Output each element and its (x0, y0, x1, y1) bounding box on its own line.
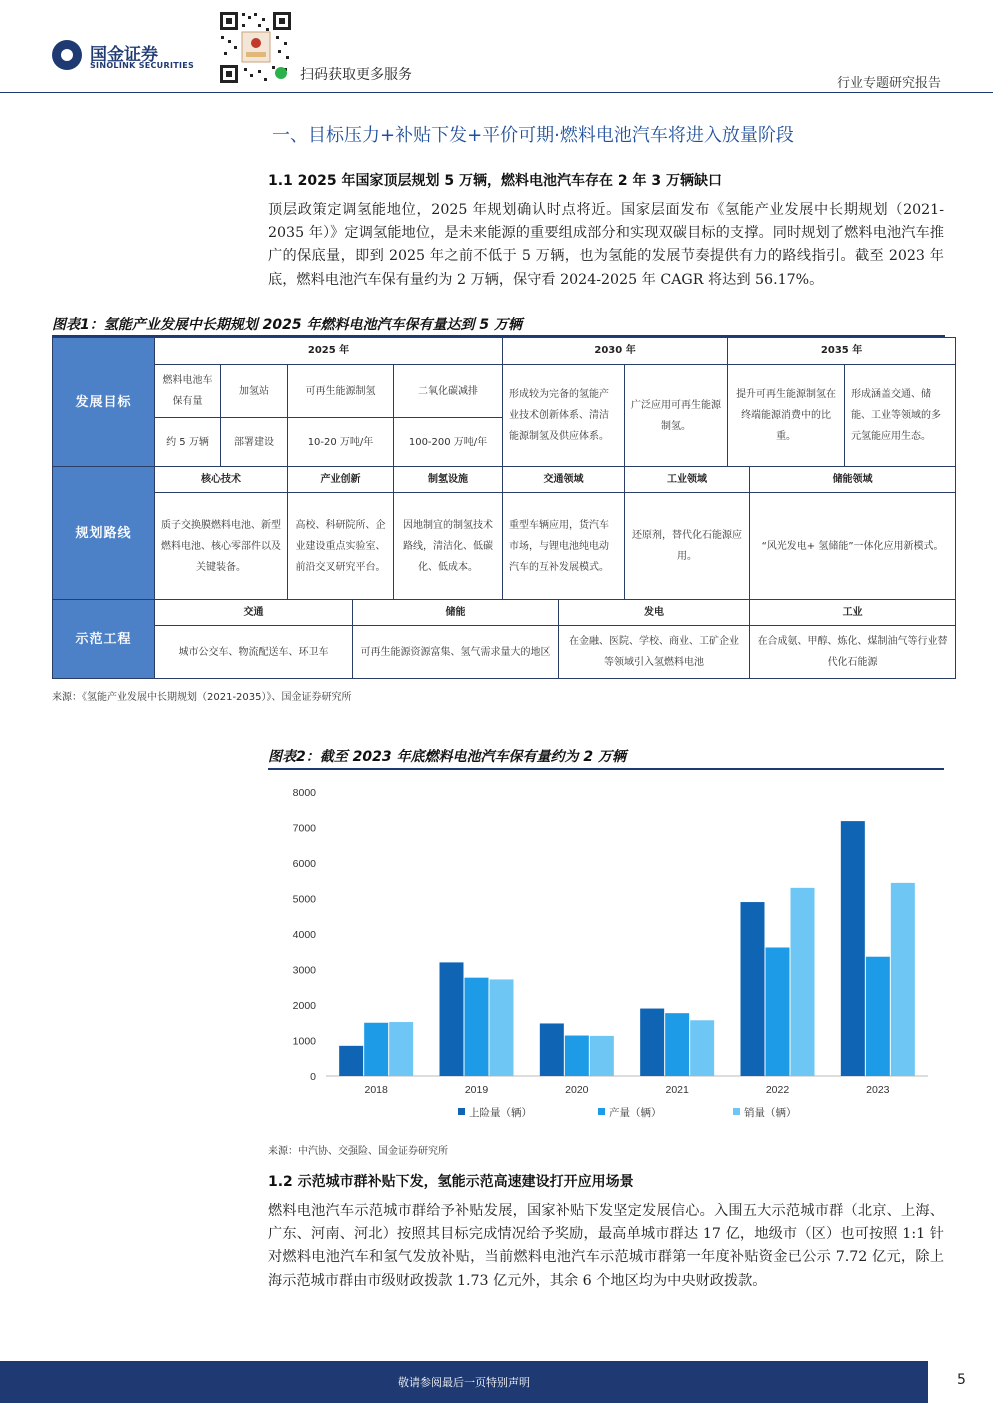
brand-name: 国金证券 (90, 45, 158, 65)
bar-2023-series-3 (891, 883, 915, 1076)
brand-logo-icon (52, 40, 82, 70)
year-2030: 2030 年 (503, 338, 728, 365)
row-head-goals: 发展目标 (53, 338, 155, 467)
paragraph-2: 燃料电池汽车示范城市群给予补贴发展，国家补贴下发坚定发展信心。入围五大示范城市群（北京、上海、广东、河南、河北）按照其目标完成情况给予奖励，最高单城市群达 17 亿，地级市（区）也可按照 1:1 针对燃料电池汽车和氢气发放补贴，当前燃料电池汽车示范城市群第一年度补贴资金已公示 7.72 亿元，除上海示范城市群由市级财政拨款 1.73 亿元外，其余 6 个地区均为中央财政拨款。 (268, 1203, 944, 1289)
brand-name-en: SINOLINK SECURITIES (90, 61, 195, 70)
row-head-routes: 规划路线 (53, 467, 155, 600)
y-tick-label: 7000 (292, 822, 316, 835)
row-head-demo: 示范工程 (53, 600, 155, 679)
bar-2018-series-2 (364, 1023, 388, 1076)
demo-storage: 可再生能源资源富集、氢气需求量大的地区 (353, 626, 559, 679)
bar-2018-series-1 (339, 1046, 363, 1076)
bar-2018-series-3 (389, 1022, 413, 1076)
subsection-title-1: 1.1 2025 年国家顶层规划 5 万辆，燃料电池汽车存在 2 年 3 万辆缺口 (268, 173, 722, 189)
bar-2019-series-1 (440, 962, 464, 1076)
y-tick-label: 4000 (292, 929, 316, 941)
goal-2025-station-value: 部署建设 (221, 418, 288, 467)
x-tick-label: 2019 (464, 1084, 489, 1096)
goal-2025-fcv: 燃料电池车保有量 (155, 365, 221, 418)
document-type: 行业专题研究报告 (836, 76, 941, 91)
bar-2020-series-3 (590, 1036, 614, 1076)
route-production: 因地制宜的制氢技术路线，清洁化、低碳化、低成本。 (394, 493, 503, 600)
x-tick-label: 2022 (765, 1084, 790, 1096)
legend-swatch-2 (598, 1108, 605, 1115)
goal-2025-co2-value: 100-200 万吨/年 (394, 418, 503, 467)
goal-2030-system: 形成较为完备的氢能产业技术创新体系、清洁能源制氢及供应体系。 (503, 365, 625, 467)
y-tick-label: 5000 (292, 893, 316, 906)
route-industrial: 还原剂，替代化石能源应用。 (625, 493, 750, 600)
demo-head-power: 发电 (559, 600, 750, 626)
bar-2021-series-3 (690, 1020, 714, 1076)
bar-2019-series-2 (465, 978, 489, 1076)
bar-2021-series-2 (665, 1013, 689, 1076)
route-head-industry: 产业创新 (288, 467, 394, 493)
y-tick-label: 2000 (292, 1000, 316, 1012)
demo-head-storage: 储能 (353, 600, 559, 626)
header-divider (0, 92, 993, 93)
route-head-transport: 交通领域 (503, 467, 625, 493)
goal-2035-ecosystem: 形成涵盖交通、储能、工业等领域的多元氢能应用生态。 (845, 365, 956, 467)
demo-industry: 在合成氨、甲醇、炼化、煤制油气等行业替代化石能源 (750, 626, 956, 679)
y-tick-label: 3000 (292, 964, 316, 977)
disclaimer-link[interactable]: 敬请参阅最后一页特别声明 (398, 1376, 530, 1389)
bar-2021-series-1 (640, 1009, 664, 1076)
qr-code-icon[interactable] (218, 10, 293, 85)
bar-2019-series-3 (490, 979, 514, 1076)
demo-transport: 城市公交车、物流配送车、环卫车 (155, 626, 353, 679)
demo-head-industry: 工业 (750, 600, 956, 626)
figure1-source: 来源：《氢能产业发展中长期规划（2021-2035）》、国金证券研究所 (52, 692, 352, 703)
goal-2035-share: 提升可再生能源制氢在终端能源消费中的比重。 (728, 365, 845, 467)
route-industry: 高校、科研院所、企业建设重点实验室、前沿交叉研究平台。 (288, 493, 394, 600)
figure2-title: 图表2：截至 2023 年底燃料电池汽车保有量约为 2 万辆 (268, 749, 626, 765)
figure1-title: 图表1：氢能产业发展中长期规划 2025 年燃料电池汽车保有量达到 5 万辆 (52, 317, 522, 333)
plan-table (52, 337, 956, 679)
bar-2020-series-2 (565, 1036, 589, 1076)
fcv-stock-bar-chart (268, 772, 944, 1137)
figure2-divider (268, 768, 944, 770)
goal-2025-renewable-value: 10-20 万吨/年 (288, 418, 394, 467)
figure2-source: 来源：中汽协、交强险、国金证券研究所 (268, 1146, 448, 1157)
goal-2025-co2: 二氧化碳减排 (394, 365, 503, 418)
y-tick-label: 1000 (292, 1035, 316, 1048)
legend-label-3: 销量（辆） (744, 1107, 797, 1119)
legend-label-2: 产量（辆） (609, 1107, 662, 1119)
bar-2023-series-1 (841, 821, 865, 1076)
legend-swatch-1 (458, 1108, 465, 1115)
goal-2025-station: 加氢站 (221, 365, 288, 418)
bar-2022-series-3 (791, 888, 815, 1076)
bar-2022-series-2 (766, 947, 790, 1076)
x-tick-label: 2018 (364, 1084, 388, 1096)
page-number: 5 (957, 1372, 966, 1388)
legend-label-1: 上险量（辆） (469, 1107, 532, 1119)
route-transport: 重型车辆应用，货汽车市场，与锂电池纯电动汽车的互补发展模式。 (503, 493, 625, 600)
route-head-core: 核心技术 (155, 467, 288, 493)
goal-2030-renewable: 广泛应用可再生能源制氢。 (625, 365, 728, 467)
goal-2025-renewable: 可再生能源制氢 (288, 365, 394, 418)
bar-2020-series-1 (540, 1023, 564, 1076)
paragraph-1: 顶层政策定调氢能地位，2025 年规划确认时点将近。国家层面发布《氢能产业发展中长期规划（2021-2035 年）》定调氢能地位，是未来能源的重要组成部分和实现双碳目标的支撑。同时规划了燃料电池汽车推广的保底量，即到 2025 年之前不低于 5 万辆，也为氢能的发展节奏提供有力的路线指引。截至 2023 年底，燃料电池汽车保有量约为 2 万辆，保守看 2024-2025 年 CAGR 将达到 56.17%。 (268, 202, 944, 288)
route-head-production: 制氢设施 (394, 467, 503, 493)
y-tick-label: 8000 (292, 787, 316, 799)
legend-swatch-3 (733, 1108, 740, 1115)
x-tick-label: 2023 (866, 1084, 890, 1096)
x-tick-label: 2021 (665, 1084, 689, 1096)
route-core: 质子交换膜燃料电池、新型燃料电池、核心零部件以及关键装备。 (155, 493, 288, 600)
subsection-title-2: 1.2 示范城市群补贴下发，氢能示范高速建设打开应用场景 (268, 1174, 634, 1190)
scan-prompt: 扫码获取更多服务 (300, 67, 412, 83)
route-head-industrial: 工业领域 (625, 467, 750, 493)
x-tick-label: 2020 (565, 1084, 589, 1096)
year-2035: 2035 年 (728, 338, 956, 365)
y-tick-label: 0 (310, 1071, 316, 1083)
demo-head-transport: 交通 (155, 600, 353, 626)
route-storage: “风光发电+ 氢储能”一体化应用新模式。 (750, 493, 956, 600)
demo-power: 在金融、医院、学校、商业、工矿企业等领域引入氢燃料电池 (559, 626, 750, 679)
route-head-storage: 储能领域 (750, 467, 956, 493)
year-2025: 2025 年 (155, 338, 503, 365)
bar-2022-series-1 (741, 902, 765, 1076)
y-tick-label: 6000 (292, 858, 316, 870)
bar-2023-series-2 (866, 957, 890, 1076)
section-title: 一、目标压力+补贴下发+平价可期·燃料电池汽车将进入放量阶段 (272, 125, 794, 146)
goal-2025-fcv-value: 约 5 万辆 (155, 418, 221, 467)
